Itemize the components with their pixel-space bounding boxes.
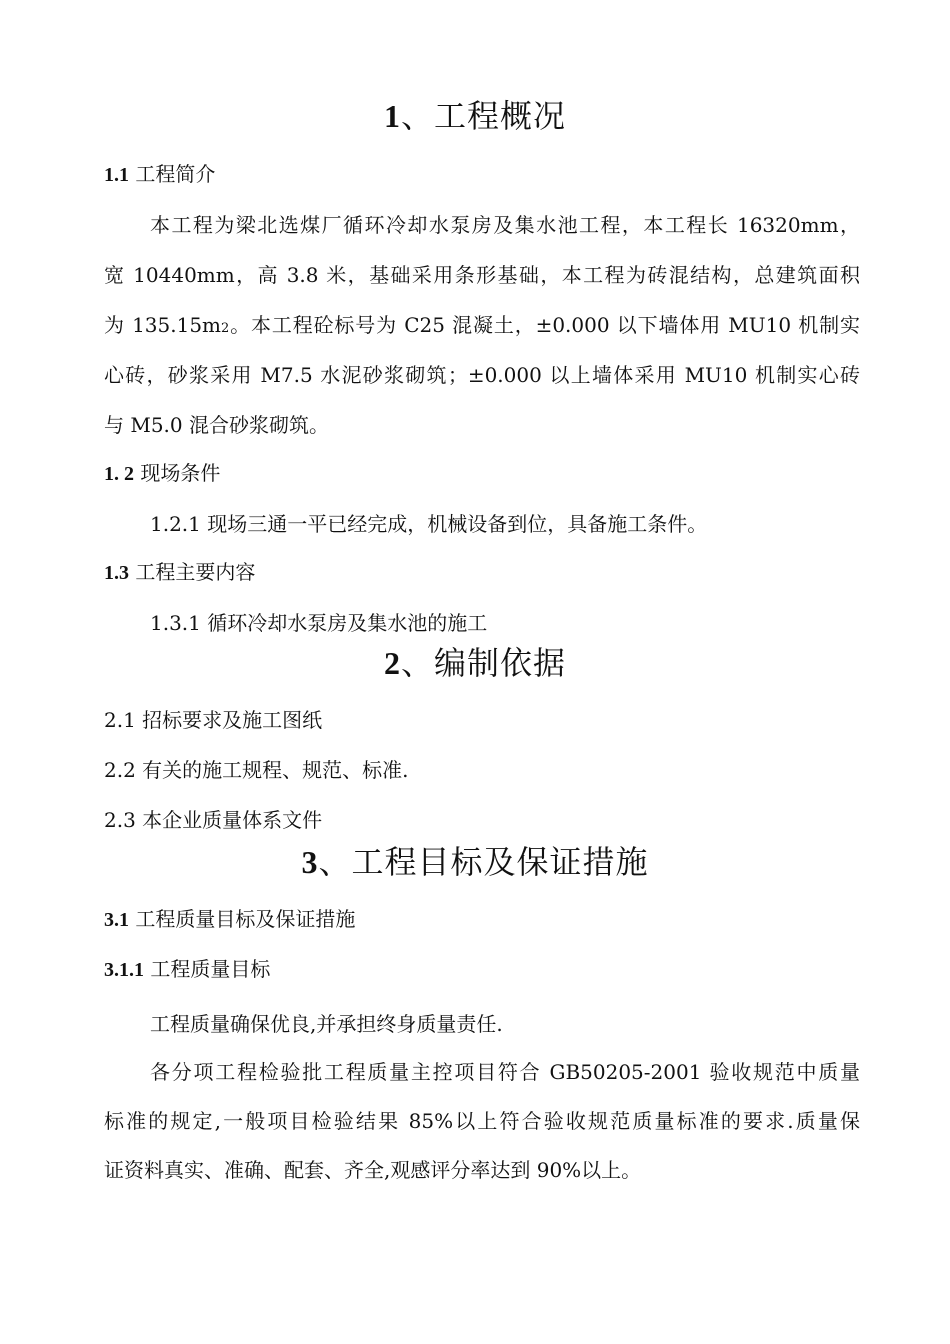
subsection-3-1-1-number: 3.1.1 [104,959,144,981]
subsection-3-1-1-title: 工程质量目标 [144,957,271,981]
section-1-title: 、工程概况 [400,97,566,135]
subsection-1-1-title: 工程简介 [129,162,216,186]
subsection-1-1-heading [104,161,860,188]
intro-line-1: 本工程为梁北选煤厂循环冷却水泵房及集水池工程，本工程长 16320mm， [150,213,860,237]
basis-item-2: 2.2 有关的施工规程、规范、标准. [104,758,409,782]
subsection-1-2-number: 1. 2 [104,463,134,485]
subsection-3-1-number: 3.1 [104,909,129,931]
section-3-number: 3 [301,844,319,880]
subsection-1-1-number: 1.1 [104,164,129,186]
section-2-number: 2 [383,645,401,681]
section-1-number: 1 [383,98,401,134]
intro-line-3 [104,312,860,342]
section-3-title: 、工程目标及保证措施 [318,843,649,881]
subsection-1-3-heading [104,559,860,586]
intro-line-3-rest: 。本工程砼标号为 C25 混凝土，±0.000 以下墙体用 MU10 机制实 [229,313,860,337]
intro-line-5: 与 M5.0 混合砂浆砌筑。 [104,413,329,437]
area-value: 为 135.15m [104,313,222,337]
subsection-3-1-heading [104,906,860,933]
intro-line-2: 宽 10440mm，高 3.8 米，基础采用条形基础，本工程为砖混结构，总建筑面积 [104,263,860,287]
quality-para-line-2: 标准的规定,一般项目检验结果 85%以上符合验收规范质量标准的要求.质量保 [104,1109,860,1133]
subsection-1-3-number: 1.3 [104,562,129,584]
quality-goal-text: 工程质量确保优良,并承担终身质量责任. [150,1012,503,1036]
area-unit-exponent: 2 [221,321,230,336]
subsection-1-3-title: 工程主要内容 [129,560,256,584]
subsection-3-1-title: 工程质量目标及保证措施 [129,907,356,931]
section-3-heading [0,842,950,882]
basis-item-3: 2.3 本企业质量体系文件 [104,808,323,832]
intro-line-4: 心砖，砂浆采用 M7.5 水泥砂浆砌筑；±0.000 以上墙体采用 MU10 机制实心砖 [104,363,860,387]
subsection-3-1-1-heading [104,956,860,983]
site-conditions-text: 1.2.1 现场三通一平已经完成，机械设备到位，具备施工条件。 [150,512,708,536]
section-2-heading [0,643,950,683]
main-content-text: 1.3.1 循环冷却水泵房及集水池的施工 [150,611,488,635]
quality-para-line-3: 证资料真实、准确、配套、齐全,观感评分率达到 90%以上。 [104,1158,642,1182]
section-2-title: 、编制依据 [400,644,566,682]
subsection-1-2-heading [104,460,860,487]
subsection-1-2-title: 现场条件 [134,461,221,485]
section-1-heading [0,96,950,136]
basis-item-1: 2.1 招标要求及施工图纸 [104,708,323,732]
quality-para-line-1: 各分项工程检验批工程质量主控项目符合 GB50205-2001 验收规范中质量 [150,1060,860,1084]
